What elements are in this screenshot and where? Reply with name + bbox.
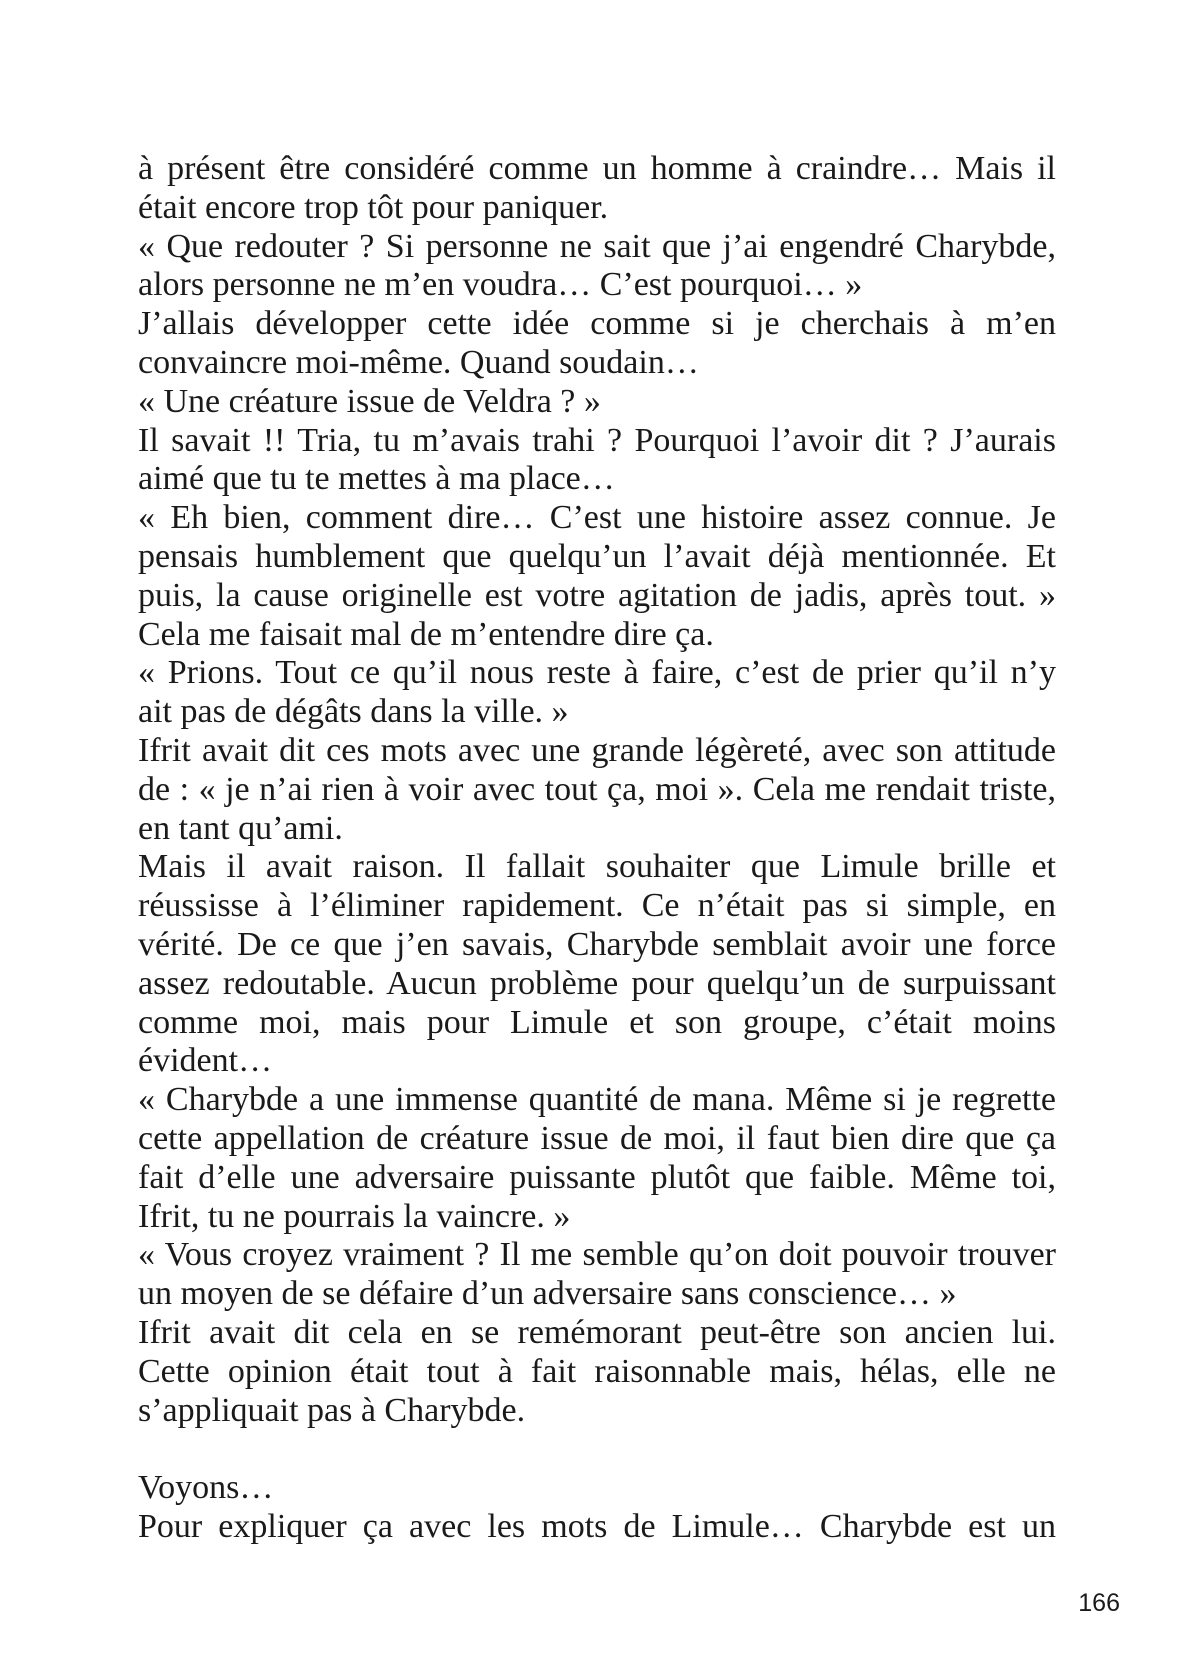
text-line: assez redoutable. Aucun problème pour quelqu’un de surpuissant [138, 964, 1056, 1002]
text-line: J’allais développer cette idée comme si je cherchais à m’en [138, 305, 1056, 343]
text-line: évident… [138, 1042, 273, 1080]
text-line: Voyons… [138, 1469, 274, 1507]
body-text [138, 150, 1056, 1547]
text-line: s’appliquait pas à Charybde. [138, 1391, 526, 1429]
text-line: « Charybde a une immense quantité de mana. Même si je regrette [138, 1081, 1056, 1119]
page-number: 166 [1078, 1589, 1120, 1617]
text-line: réussisse à l’éliminer rapidement. Ce n’était pas si simple, en [138, 887, 1056, 925]
text-line: Mais il avait raison. Il fallait souhaiter que Limule brille et [138, 848, 1056, 886]
text-line: cette appellation de créature issue de moi, il faut bien dire que ça [138, 1119, 1056, 1157]
text-line: Ifrit avait dit cela en se remémorant peut-être son ancien lui. [138, 1313, 1056, 1351]
text-line: à présent être considéré comme un homme à craindre… Mais il [138, 150, 1056, 187]
text-line: pensais humblement que quelqu’un l’avait déjà mentionnée. Et [138, 537, 1056, 575]
text-line: vérité. De ce que j’en savais, Charybde semblait avoir une force [138, 925, 1056, 963]
text-line: était encore trop tôt pour paniquer. [138, 188, 609, 226]
text-line: « Eh bien, comment dire… C’est une histoire assez connue. Je [138, 499, 1056, 537]
text-line: Il savait !! Tria, tu m’avais trahi ? Pourquoi l’avoir dit ? J’aurais [138, 421, 1056, 459]
text-line: convaincre moi-même. Quand soudain… [138, 343, 699, 381]
text-line: en tant qu’ami. [138, 809, 343, 847]
text-line: aimé que tu te mettes à ma place… [138, 460, 615, 498]
text-line: Pour expliquer ça avec les mots de Limule… Charybde est un [138, 1507, 1056, 1545]
text-line: puis, la cause originelle est votre agitation de jadis, après tout. » [138, 576, 1056, 614]
text-line: « Prions. Tout ce qu’il nous reste à faire, c’est de prier qu’il n’y [138, 654, 1056, 692]
text-line: Ifrit avait dit ces mots avec une grande légèreté, avec son attitude [138, 731, 1056, 769]
text-line: alors personne ne m’en voudra… C’est pourquoi… » [138, 266, 863, 304]
text-line: « Vous croyez vraiment ? Il me semble qu’on doit pouvoir trouver [138, 1236, 1056, 1274]
text-line: de : « je n’ai rien à voir avec tout ça, moi ». Cela me rendait triste, [138, 770, 1056, 808]
text-line: Ifrit, tu ne pourrais la vaincre. » [138, 1197, 571, 1235]
text-line: « Que redouter ? Si personne ne sait que j’ai engendré Charybde, [138, 227, 1056, 265]
text-line: comme moi, mais pour Limule et son groupe, c’était moins [138, 1003, 1056, 1041]
blank-line [138, 1430, 1056, 1469]
text-line: ait pas de dégâts dans la ville. » [138, 693, 569, 731]
text-line: un moyen de se défaire d’un adversaire sans conscience… » [138, 1275, 957, 1313]
text-line: Cela me faisait mal de m’entendre dire ça. [138, 615, 714, 653]
text-line: fait d’elle une adversaire puissante plutôt que faible. Même toi, [138, 1158, 1056, 1196]
text-line: « Une créature issue de Veldra ? » [138, 382, 601, 420]
text-line: Cette opinion était tout à fait raisonnable mais, hélas, elle ne [138, 1352, 1056, 1390]
